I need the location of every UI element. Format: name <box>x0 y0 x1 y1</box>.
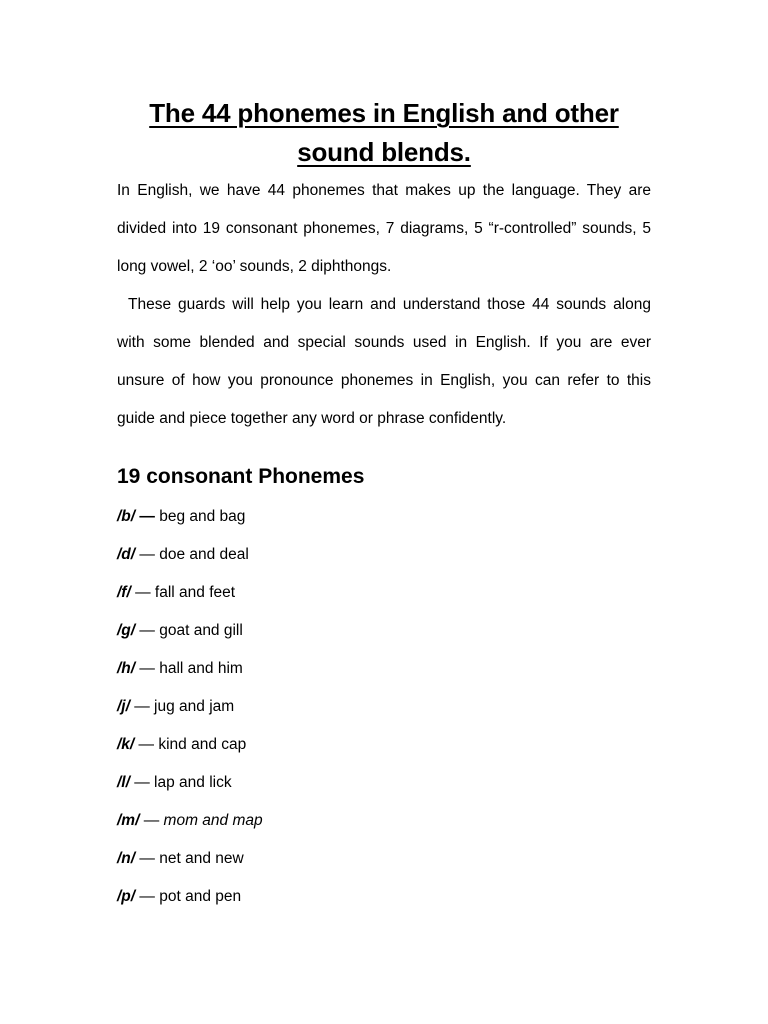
phoneme-symbol: /l/ <box>117 774 130 791</box>
list-item <box>117 840 651 878</box>
phoneme-examples: pot and pen <box>159 888 242 905</box>
phoneme-examples: net and new <box>159 850 244 867</box>
dash: — <box>135 660 160 677</box>
list-item <box>117 536 651 574</box>
phoneme-symbol: /m/ <box>117 812 140 829</box>
phoneme-symbol: /n/ <box>117 850 136 867</box>
document-page <box>117 94 651 916</box>
guide-paragraph: These guards will help you learn and understand those 44 sounds along with some blended and special sounds used in English. If you are ever unsure of how you pronounce phonemes in English, you can refer to this guide and piece together any word or phrase confidently. <box>117 296 651 427</box>
list-item <box>117 726 651 764</box>
phoneme-examples: mom and map <box>163 812 263 829</box>
list-item <box>117 802 651 840</box>
phoneme-examples: beg and bag <box>159 508 246 525</box>
phoneme-symbol: /d/ <box>117 546 136 563</box>
phoneme-examples: hall and him <box>159 660 243 677</box>
list-item <box>117 878 651 916</box>
phoneme-examples: doe and deal <box>159 546 249 563</box>
dash: — <box>139 812 164 829</box>
dash: — <box>135 850 160 867</box>
phoneme-symbol: /h/ <box>117 660 136 677</box>
phoneme-symbol: /j/ <box>117 698 130 715</box>
dash: — <box>135 508 160 525</box>
phoneme-symbol: /p/ <box>117 888 136 905</box>
dash: — <box>130 584 155 601</box>
list-item <box>117 650 651 688</box>
dash: — <box>135 888 160 905</box>
dash: — <box>135 546 160 563</box>
phoneme-examples: goat and gill <box>159 622 243 639</box>
dash: — <box>134 736 159 753</box>
intro-paragraph: In English, we have 44 phonemes that makes up the language. They are divided into 19 consonant phonemes, 7 diagrams, 5 “r-controlled” sounds, 5 long vowel, 2 ‘oo’ sounds, 2 diphthongs. <box>117 182 651 275</box>
phoneme-symbol: /f/ <box>117 584 131 601</box>
list-item <box>117 612 651 650</box>
list-item <box>117 574 651 612</box>
phoneme-examples: jug and jam <box>154 698 235 715</box>
list-item <box>117 764 651 802</box>
phoneme-examples: kind and cap <box>158 736 247 753</box>
dash: — <box>135 622 160 639</box>
phoneme-symbol: /g/ <box>117 622 136 639</box>
section-heading: 19 consonant Phonemes <box>117 465 365 488</box>
list-item <box>117 498 651 536</box>
phoneme-symbol: /b/ <box>117 508 136 525</box>
consonant-list <box>117 498 651 916</box>
dash: — <box>129 774 155 791</box>
phoneme-examples: fall and feet <box>154 584 236 601</box>
document-title: The 44 phonemes in English and other sound blends. <box>149 98 619 167</box>
phoneme-symbol: /k/ <box>117 736 135 753</box>
dash: — <box>129 698 155 715</box>
list-item <box>117 688 651 726</box>
phoneme-examples: lap and lick <box>154 774 232 791</box>
